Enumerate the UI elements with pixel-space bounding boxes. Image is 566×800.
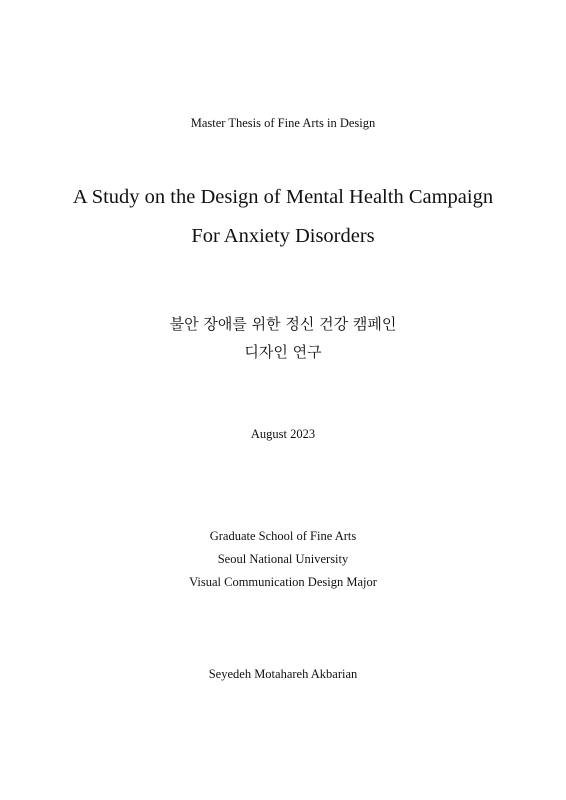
korean-title-line-2: 디자인 연구 [244, 343, 322, 361]
university-name: Seoul National University [217, 552, 349, 566]
title-line-1: A Study on the Design of Mental Health Campaign [72, 186, 494, 208]
degree-label: Master Thesis of Fine Arts in Design [190, 116, 376, 130]
school-name: Graduate School of Fine Arts [209, 529, 357, 543]
title-line-2: For Anxiety Disorders [191, 225, 375, 247]
major-name: Visual Communication Design Major [189, 575, 377, 589]
submission-date: August 2023 [250, 427, 316, 441]
korean-title-line-1: 불안 장애를 위한 정신 건강 캠페인 [169, 315, 397, 333]
author-name: Seyedeh Motahareh Akbarian [208, 667, 358, 681]
